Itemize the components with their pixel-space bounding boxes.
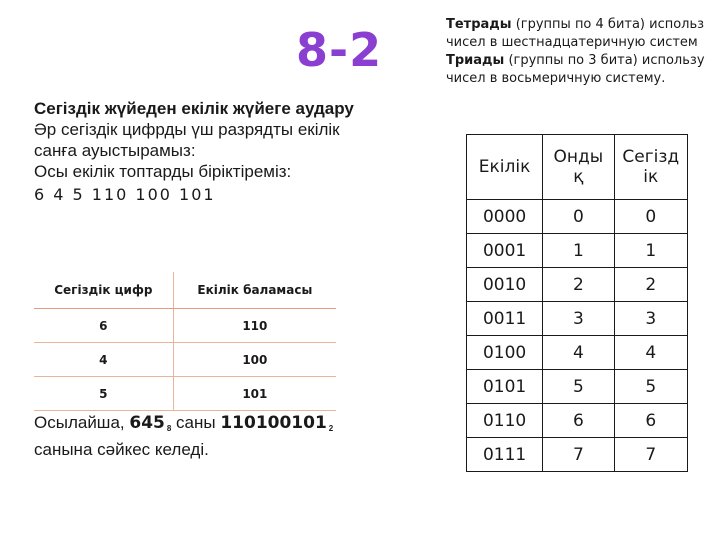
column-header-binary: Екілік xyxy=(467,135,543,200)
note-term-triads: Триады xyxy=(446,53,505,68)
table-row xyxy=(467,200,688,234)
number-systems-table xyxy=(466,134,688,472)
table-row xyxy=(467,370,688,404)
table-row xyxy=(467,336,688,370)
slide-title: 8-2 xyxy=(296,23,383,77)
table-cell: 0 xyxy=(543,200,614,234)
table-row xyxy=(34,343,336,377)
explanation-line: Әр сегіздік цифрды үш разрядты екілік xyxy=(34,120,340,139)
table-cell: 6 xyxy=(614,404,688,438)
table-cell: 0111 xyxy=(467,438,543,472)
table-cell: 4 xyxy=(34,343,173,377)
explanation-line: санға ауыстырамыз: xyxy=(34,141,196,160)
table-cell: 7 xyxy=(543,438,614,472)
table-cell: 1 xyxy=(543,234,614,268)
table-cell: 0001 xyxy=(467,234,543,268)
conclusion-line-1: Осылайша, 645 $_8$ саны 110100101 $_2$ xyxy=(34,413,334,433)
table-row xyxy=(467,302,688,336)
table-cell: 2 xyxy=(543,268,614,302)
table-row xyxy=(467,234,688,268)
explanation-line: Осы екілік топтарды біріктіреміз: xyxy=(34,162,292,181)
conclusion-line-2: санына сәйкес келеді. xyxy=(34,440,209,459)
table-cell: 0101 xyxy=(467,370,543,404)
main-explanation xyxy=(34,98,434,205)
section-heading: Сегіздік жүйеден екілік жүйеге аудару xyxy=(34,99,354,118)
note-line-1: Тетрады (группы по 4 бита) использ xyxy=(446,17,705,32)
note-text xyxy=(446,16,720,88)
column-header-octal: Сегізд ік xyxy=(614,135,688,200)
note-term-tetrads: Тетрады xyxy=(446,17,512,32)
table-cell: 110 xyxy=(173,309,336,343)
table-cell: 6 xyxy=(34,309,173,343)
table-cell: 5 xyxy=(614,370,688,404)
table-cell: 0011 xyxy=(467,302,543,336)
table-row xyxy=(34,309,336,343)
table-cell: 0 xyxy=(614,200,688,234)
table-cell: 4 xyxy=(614,336,688,370)
table-cell: 6 xyxy=(543,404,614,438)
table-cell: 0010 xyxy=(467,268,543,302)
table-cell: 7 xyxy=(614,438,688,472)
note-line-2: чисел в шестнадцатеричную систем xyxy=(446,35,698,50)
table-cell: 3 xyxy=(614,302,688,336)
table-cell: 100 xyxy=(173,343,336,377)
table-cell: 1 xyxy=(614,234,688,268)
table-cell: 4 xyxy=(543,336,614,370)
conclusion-text xyxy=(34,412,434,460)
table-row xyxy=(467,268,688,302)
table-cell: 101 xyxy=(173,377,336,411)
binary-base: 2 xyxy=(328,424,334,433)
column-header-decimal: Онды қ xyxy=(543,135,614,200)
octal-base: 8 xyxy=(166,424,172,433)
column-header-binary-equivalent: Екілік баламасы xyxy=(173,272,336,309)
note-line-3: Триады (группы по 3 бита) использу xyxy=(446,53,705,68)
table-cell: 3 xyxy=(543,302,614,336)
column-header-octal-digit: Сегіздік цифр xyxy=(34,272,173,309)
table-row xyxy=(467,404,688,438)
table-cell: 5 xyxy=(34,377,173,411)
table-cell: 0110 xyxy=(467,404,543,438)
table-cell: 0000 xyxy=(467,200,543,234)
table-cell: 2 xyxy=(614,268,688,302)
octal-number: 645 xyxy=(129,413,165,433)
table-row xyxy=(34,377,336,411)
table-row xyxy=(467,438,688,472)
octal-to-binary-table xyxy=(34,272,336,411)
digit-groups: 6 4 5 110 100 101 xyxy=(34,185,216,204)
table-cell: 0100 xyxy=(467,336,543,370)
binary-number: 110100101 xyxy=(220,413,327,433)
note-line-4: чисел в восьмеричную систему. xyxy=(446,71,666,86)
table-cell: 5 xyxy=(543,370,614,404)
